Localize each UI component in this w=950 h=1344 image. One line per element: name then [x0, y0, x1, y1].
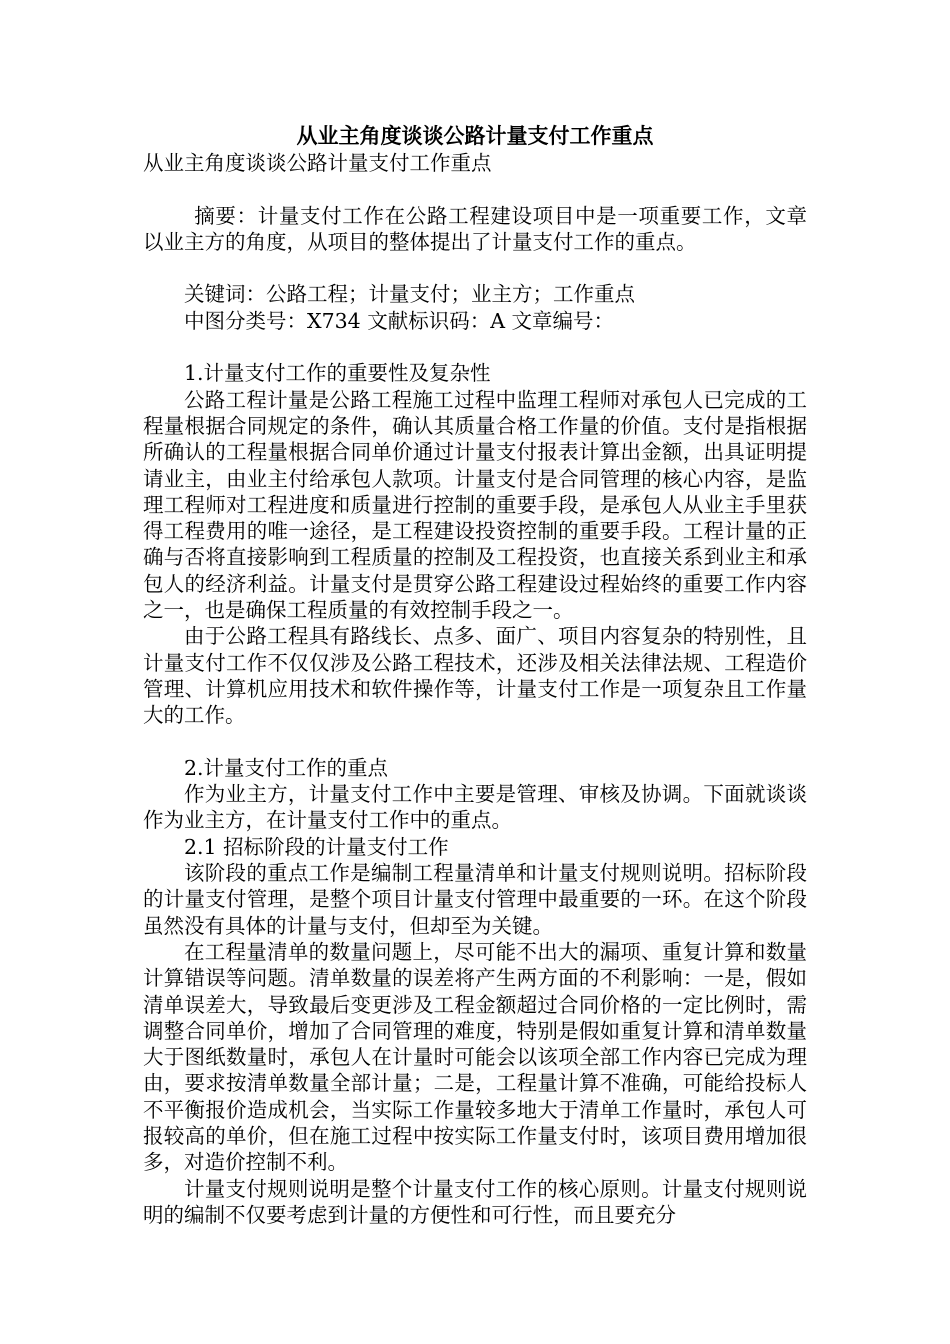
section-2-1-heading: 2.1 招标阶段的计量支付工作 [184, 834, 449, 859]
classification-line: 中图分类号：X734 文献标识码：A 文章编号： [184, 308, 615, 333]
section-2-heading: 2.计量支付工作的重点 [184, 755, 389, 780]
section-2-1-paragraph-3: 计量支付规则说明是整个计量支付工作的核心原则。计量支付规则说明的编制不仅要考虑到计量的方便性和可行性，而且要充分 [143, 1176, 807, 1227]
document-page [143, 122, 807, 1228]
section-1-heading: 1.计量支付工作的重要性及复杂性 [184, 361, 491, 386]
spacer [143, 255, 807, 281]
section-1-paragraph-2: 由于公路工程具有路线长、点多、面广、项目内容复杂的特别性，且计量支付工作不仅仅涉及公路工程技术，还涉及相关法律法规、工程造价管理、计算机应用技术和软件操作等，计量支付工作是一项复杂且工作量大的工作。 [143, 624, 807, 728]
section-2-1-paragraph-1: 该阶段的重点工作是编制工程量清单和计量支付规则说明。招标阶段的计量支付管理，是整个项目计量支付管理中最重要的一环。在这个阶段虽然没有具体的计量与支付，但却至为关键。 [143, 861, 807, 938]
keywords-line: 关键词：公路工程；计量支付；业主方；工作重点 [184, 282, 635, 307]
document-title: 从业主角度谈谈公路计量支付工作重点 [296, 124, 654, 148]
spacer [143, 176, 807, 202]
spacer [143, 334, 807, 360]
section-2-paragraph-1: 作为业主方，计量支付工作中主要是管理、审核及协调。下面就谈谈作为业主方，在计量支付工作中的重点。 [143, 782, 807, 833]
spacer [143, 729, 807, 755]
abstract-paragraph: 摘要：计量支付工作在公路工程建设项目中是一项重要工作，文章以业主方的角度，从项目的整体提出了计量支付工作的重点。 [143, 203, 807, 254]
section-1-paragraph-1: 公路工程计量是公路工程施工过程中监理工程师对承包人已完成的工程量根据合同规定的条件，确认其质量合格工作量的价值。支付是指根据所确认的工程量根据合同单价通过计量支付报表计算出金额，出具证明提请业主，由业主付给承包人款项。计量支付是合同管理的核心内容，是监理工程师对工程进度和质量进行控制的重要手段，是承包人从业主手里获得工程费用的唯一途径，是工程建设投资控制的重要手段。工程计量的正确与否将直接影响到工程质量的控制及工程投资，也直接关系到业主和承包人的经济利益。计量支付是贯穿公路工程建设过程始终的重要工作内容之一，也是确保工程质量的有效控制手段之一。 [143, 387, 807, 623]
section-2-1-paragraph-2: 在工程量清单的数量问题上，尽可能不出大的漏项、重复计算和数量计算错误等问题。清单数量的误差将产生两方面的不利影响：一是，假如清单误差大，导致最后变更涉及工程金额超过合同价格的一定比例时，需调整合同单价，增加了合同管理的难度，特别是假如重复计算和清单数量大于图纸数量时，承包人在计量时可能会以该项全部工作内容已完成为理由，要求按清单数量全部计量；二是，工程量计算不准确，可能给投标人不平衡报价造成机会，当实际工作量较多地大于清单工作量时，承包人可报较高的单价，但在施工过程中按实际工作量支付时，该项目费用增加很多，对造价控制不利。 [143, 939, 807, 1175]
document-subtitle: 从业主角度谈谈公路计量支付工作重点 [143, 151, 492, 175]
